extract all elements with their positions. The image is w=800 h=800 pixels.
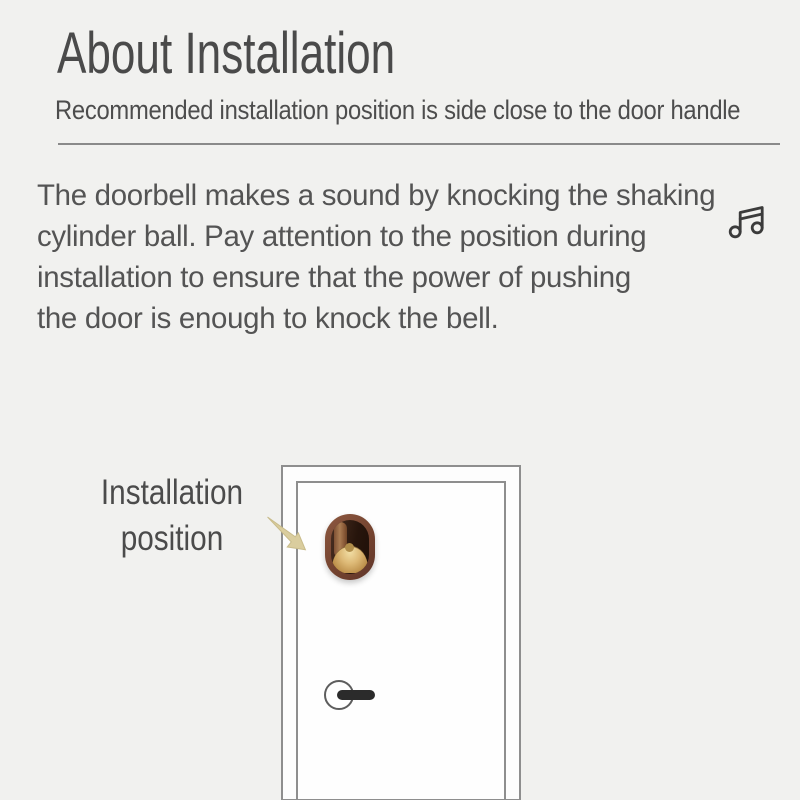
doorbell-knob	[345, 543, 354, 552]
music-notes-icon	[727, 202, 767, 240]
installation-label-line2: position	[120, 519, 224, 558]
doorbell-recess	[331, 520, 369, 574]
description-line: cylinder ball. Pay attention to the position during	[37, 220, 647, 253]
description-block	[37, 175, 715, 339]
installation-position-label	[75, 470, 269, 562]
doorbell	[325, 514, 375, 580]
description-line: The doorbell makes a sound by knocking the shaking	[37, 179, 716, 212]
description-line: installation to ensure that the power of pushing	[37, 261, 631, 294]
installation-label-line1: Installation	[100, 473, 244, 512]
page-subtitle: Recommended installation position is side close to the door handle	[55, 95, 741, 125]
divider	[58, 143, 780, 145]
description-line: the door is enough to knock the bell.	[37, 302, 499, 335]
page-title: About Installation	[57, 21, 396, 86]
door-handle-lever	[337, 690, 375, 700]
